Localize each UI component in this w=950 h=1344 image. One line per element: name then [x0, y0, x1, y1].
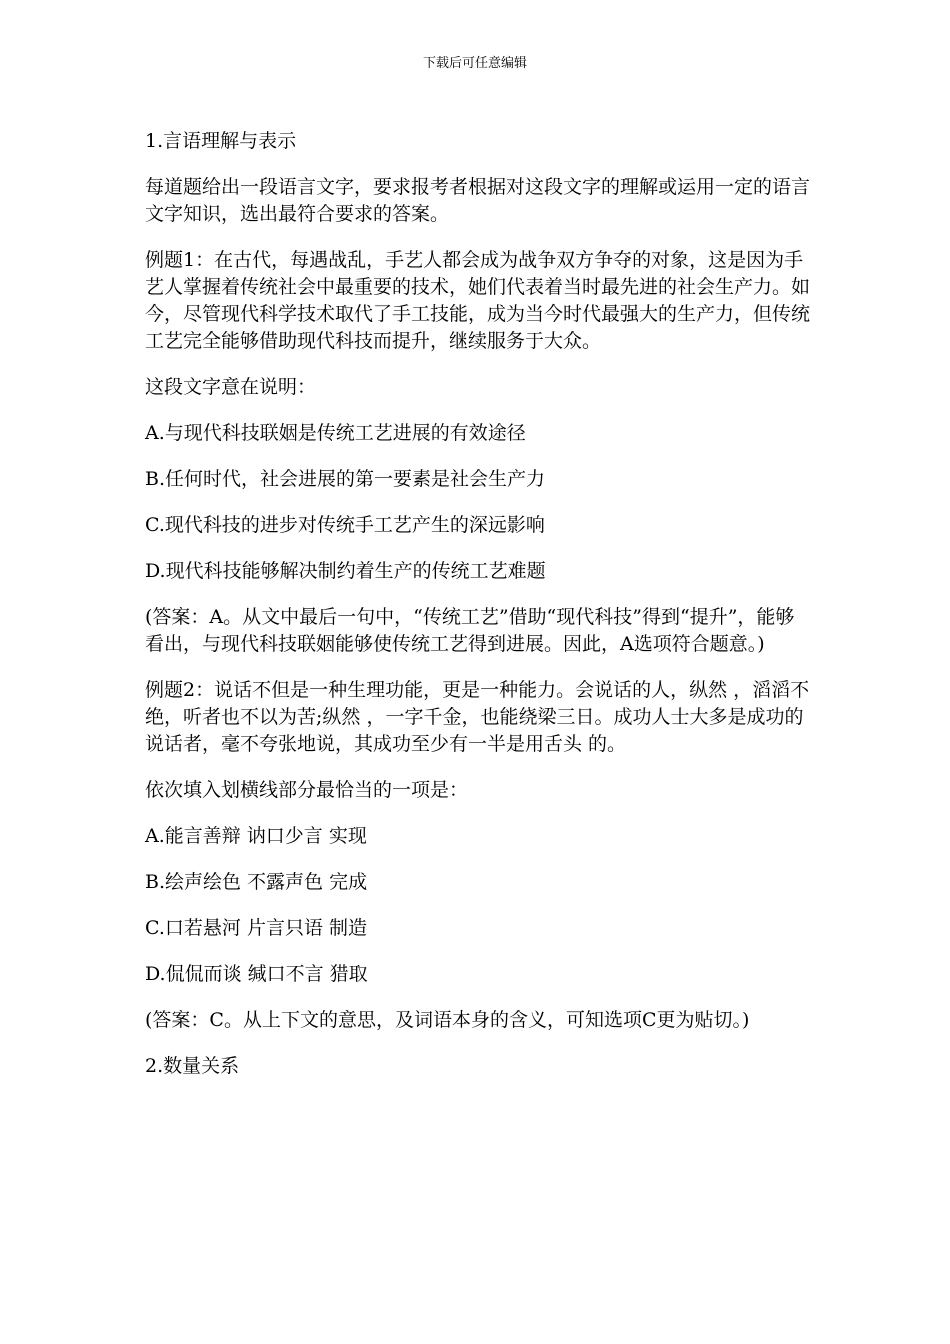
- section-heading-language: 1.言语理解与表示: [145, 130, 297, 152]
- document-body: [145, 128, 813, 1099]
- example-2-answer: (答案：C。从上下文的意思，及词语本身的含义，可知选项C更为贴切。): [145, 1009, 750, 1031]
- example-1-option-a: A.与现代科技联姻是传统工艺进展的有效途径: [145, 422, 526, 444]
- page-header: 下载后可任意编辑: [422, 56, 527, 71]
- example-1-option-d: D.现代科技能够解决制约着生产的传统工艺难题: [145, 560, 546, 582]
- section-heading-quantity: 2.数量关系: [145, 1055, 240, 1077]
- example-2-question: 依次填入划横线部分最恰当的一项是：: [145, 779, 469, 801]
- example-2-option-c: C.口若悬河 片言只语 制造: [145, 917, 367, 939]
- section-instructions: 每道题给出一段语言文字，要求报考者根据对这段文字的理解或运用一定的语言文字知识，选出最符合要求的答案。: [145, 176, 811, 225]
- example-1-question: 这段文字意在说明：: [145, 376, 317, 398]
- example-1-passage: 例题1：在古代，每遇战乱，手艺人都会成为战争双方争夺的对象，这是因为手艺人掌握着传统社会中最重要的技术，她们代表着当时最先进的社会生产力。如今，尽管现代科学技术取代了手工技能，成为当今时代最强大的生产力，但传统工艺完全能够借助现代科技而提升，继续服务于大众。: [145, 249, 811, 352]
- example-1-option-c: C.现代科技的进步对传统手工艺产生的深远影响: [145, 514, 545, 536]
- example-2-passage: 例题2：说话不但是一种生理功能，更是一种能力。会说话的人，纵然 ，滔滔不绝，听者也不以为苦;纵然 ，一字千金，也能绕梁三日。成功人士大多是成功的说话者，毫不夸张地说，其成功至少有一半是用舌头 的。: [145, 679, 810, 755]
- example-2-option-d: D.侃侃而谈 缄口不言 猎取: [145, 963, 368, 985]
- example-2-option-a: A.能言善辩 讷口少言 实现: [145, 825, 367, 847]
- example-1-answer: (答案：A。从文中最后一句中，“传统工艺”借助“现代科技”得到“提升”，能够看出，与现代科技联姻能够使传统工艺得到进展。因此，A选项符合题意。): [145, 606, 795, 655]
- example-1-option-b: B.任何时代，社会进展的第一要素是社会生产力: [145, 468, 546, 490]
- example-2-option-b: B.绘声绘色 不露声色 完成: [145, 871, 368, 893]
